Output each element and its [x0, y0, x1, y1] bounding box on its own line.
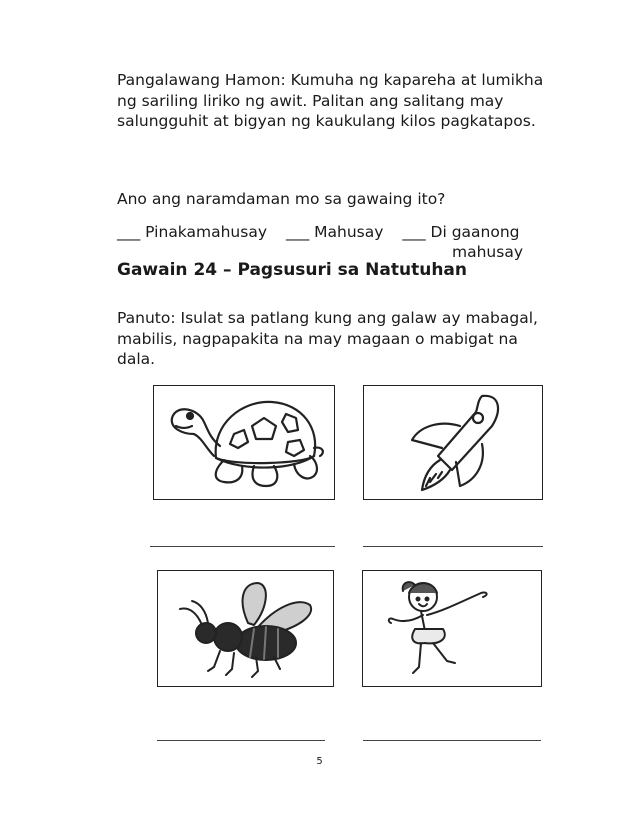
turtle-picture-box	[153, 385, 335, 500]
answer-line-turtle[interactable]	[150, 546, 335, 547]
ballerina-picture-box	[362, 570, 542, 687]
instruction-paragraph-panuto: Panuto: Isulat sa patlang kung ang galaw ay mabagal, mabilis, nagpapakita na may magaan o mabigat na dala.	[117, 309, 538, 368]
page-number: 5	[316, 756, 323, 767]
rocket-icon	[364, 386, 542, 499]
answer-line-ballerina[interactable]	[363, 740, 541, 741]
choice-mahusay: ___ Mahusay	[285, 223, 384, 241]
choice-di-gaanong-wrap: mahusay	[452, 243, 523, 261]
instruction-paragraph-hamon: Pangalawang Hamon: Kumuha ng kapareha at lumikha ng sariling liriko ng awit. Palitan ang salitang may salungguhit at bigyan ng kaukulang kilos pagkatapos.	[117, 71, 544, 130]
rocket-picture-box	[363, 385, 543, 500]
ballerina-icon	[363, 571, 541, 686]
bee-picture-box	[157, 570, 334, 687]
reflection-question: Ano ang naramdaman mo sa gawaing ito?	[117, 190, 446, 208]
rating-choices	[117, 222, 557, 262]
choice-di-gaanong: ___ Di gaanong	[402, 223, 520, 241]
turtle-icon	[154, 386, 334, 499]
activity-heading: Gawain 24 – Pagsusuri sa Natutuhan	[117, 260, 468, 280]
bee-icon	[158, 571, 333, 686]
choice-pinakamahusay: ___ Pinakamahusay	[117, 223, 268, 241]
answer-line-bee[interactable]	[157, 740, 325, 741]
answer-line-rocket[interactable]	[363, 546, 543, 547]
